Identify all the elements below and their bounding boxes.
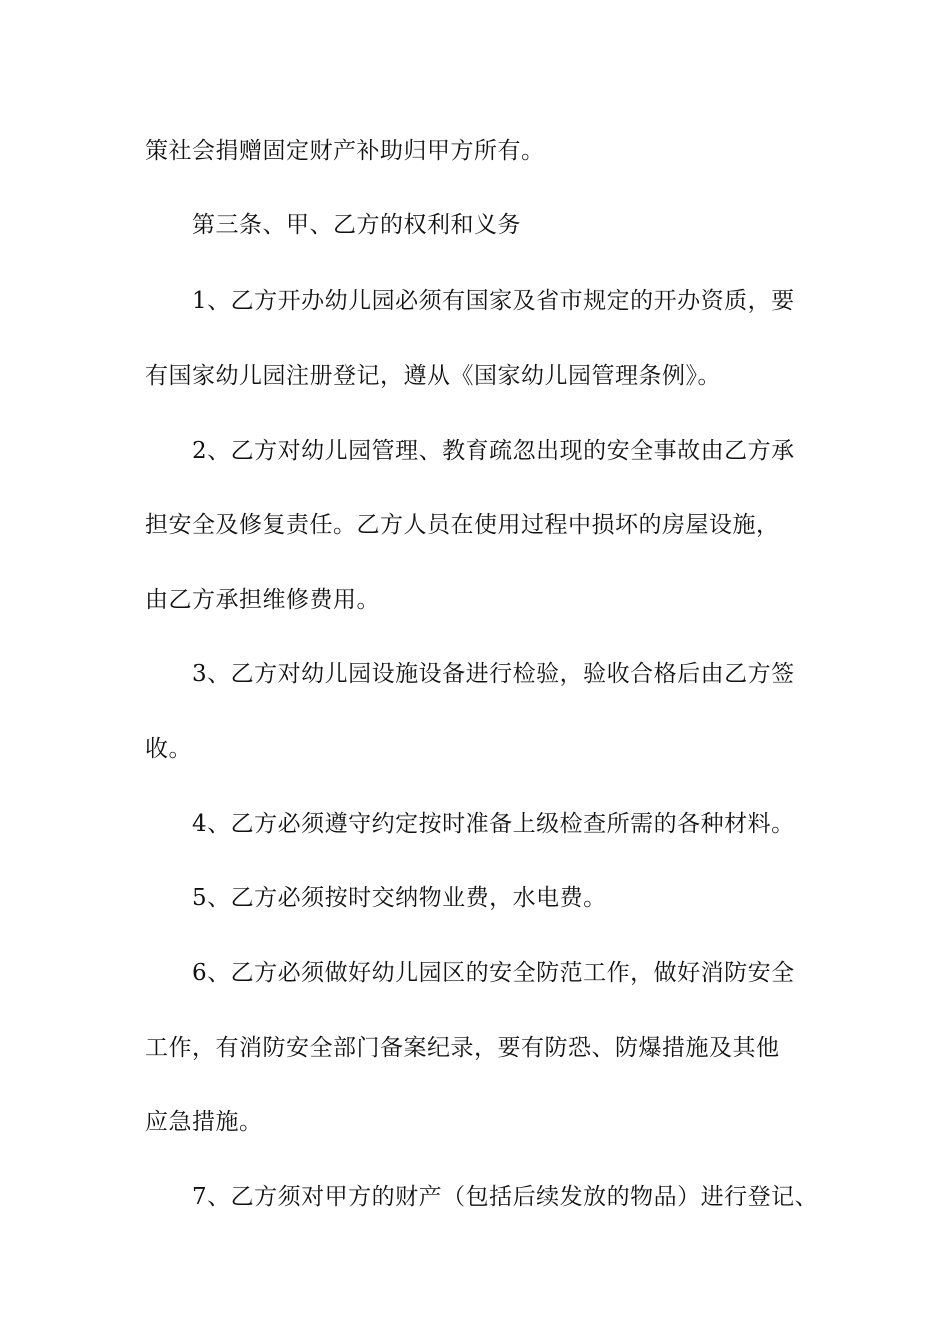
text-line: 担安全及修复责任。乙方人员在使用过程中损坏的房屋设施，: [145, 512, 780, 538]
text-line: 3、乙方对幼儿园设施设备进行检验，验收合格后由乙方签: [192, 661, 795, 687]
text-line: 有国家幼儿园注册登记，遵从《国家幼儿园管理条例》。: [145, 363, 721, 389]
text-line: 1、乙方开办幼儿园必须有国家及省市规定的开办资质，要: [192, 288, 795, 314]
text-line: 4、乙方必须遵守约定按时准备上级检查所需的各种材料。: [192, 811, 795, 837]
text-line: 工作，有消防安全部门备案纪录，要有防恐、防爆措施及其他: [145, 1035, 780, 1061]
text-line: 应急措施。: [145, 1109, 263, 1135]
section-heading: 第三条、甲、乙方的权利和义务: [192, 212, 521, 238]
text-line: 5、乙方必须按时交纳物业费，水电费。: [192, 885, 607, 911]
text-line: 7、乙方须对甲方的财产（包括后续发放的物品）进行登记、: [192, 1184, 819, 1210]
text-line: 收。: [145, 736, 192, 762]
text-line: 策社会捐赠固定财产补助归甲方所有。: [145, 138, 545, 164]
text-line: 由乙方承担维修费用。: [145, 587, 380, 613]
text-line: 2、乙方对幼儿园管理、教育疏忽出现的安全事故由乙方承: [192, 438, 795, 464]
text-line: 6、乙方必须做好幼儿园区的安全防范工作，做好消防安全: [192, 960, 795, 986]
